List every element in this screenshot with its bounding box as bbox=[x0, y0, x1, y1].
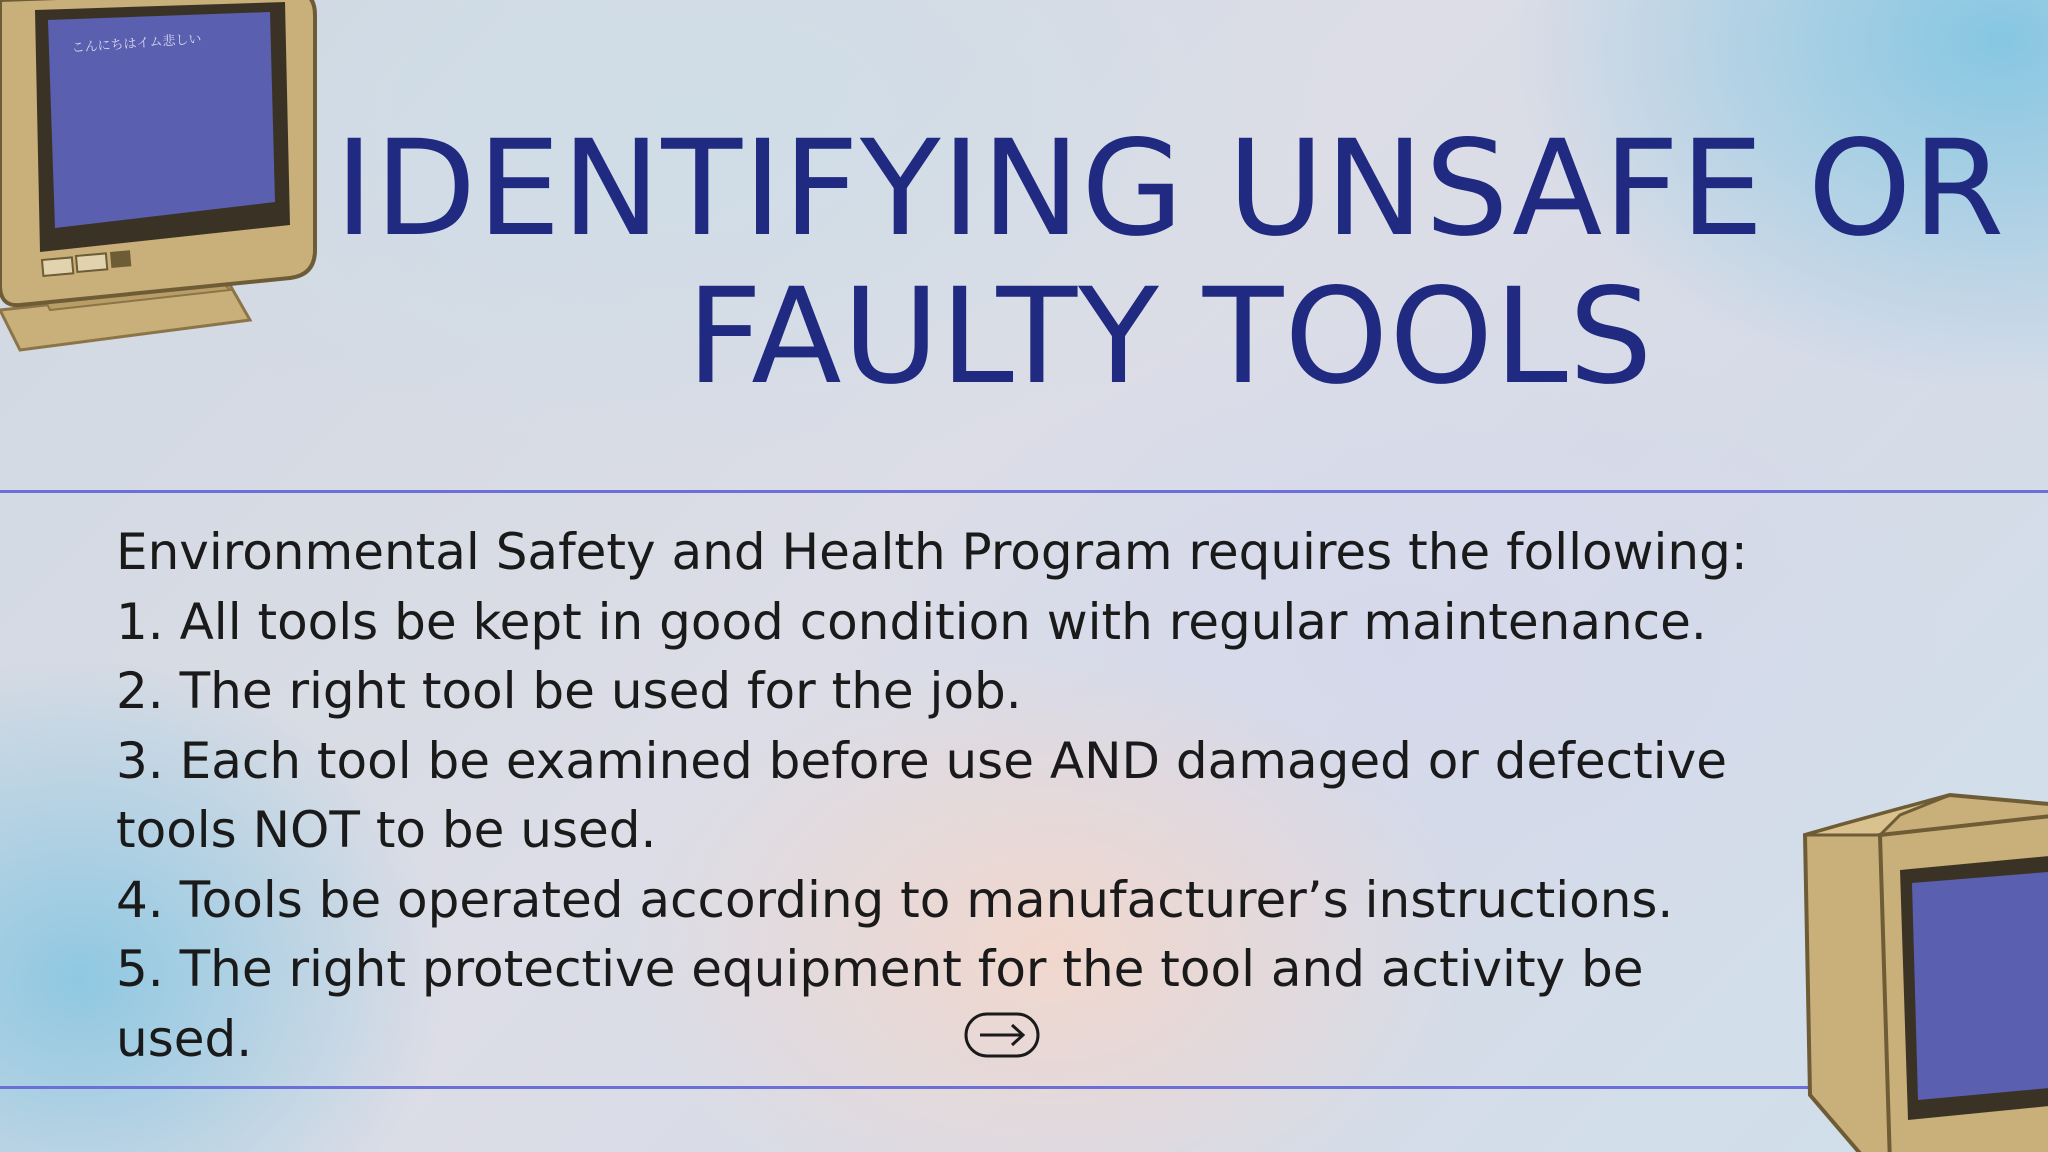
body-intro: Environmental Safety and Health Program requires the following: bbox=[116, 523, 1748, 581]
divider-top bbox=[0, 490, 2048, 493]
divider-bottom bbox=[0, 1086, 1870, 1089]
list-item: 1. All tools be kept in good condition with regular maintenance. bbox=[116, 592, 1707, 651]
list-item: 5. The right protective equipment for the tool and activity be used. bbox=[116, 940, 1644, 1068]
slide-body bbox=[116, 518, 1776, 1074]
arrow-right-icon[interactable] bbox=[964, 1012, 1040, 1058]
slide-title bbox=[320, 112, 2020, 414]
list-item: 4. Tools be operated according to manufacturer’s instructions. bbox=[116, 870, 1674, 929]
list-item: 3. Each tool be examined before use AND damaged or defective tools NOT to be used. bbox=[116, 731, 1727, 859]
monitor-screen bbox=[1912, 871, 2048, 1100]
retro-monitor-illustration bbox=[1800, 775, 2048, 1152]
retro-monitor-illustration bbox=[0, 0, 340, 380]
title-line-2: FAULTY TOOLS bbox=[686, 260, 1654, 414]
monitor-screen-text: こんにちはイム悲しい bbox=[71, 31, 202, 56]
list-item: 2. The right tool be used for the job. bbox=[116, 662, 1022, 720]
title-line-1: IDENTIFYING UNSAFE OR bbox=[334, 112, 2006, 266]
